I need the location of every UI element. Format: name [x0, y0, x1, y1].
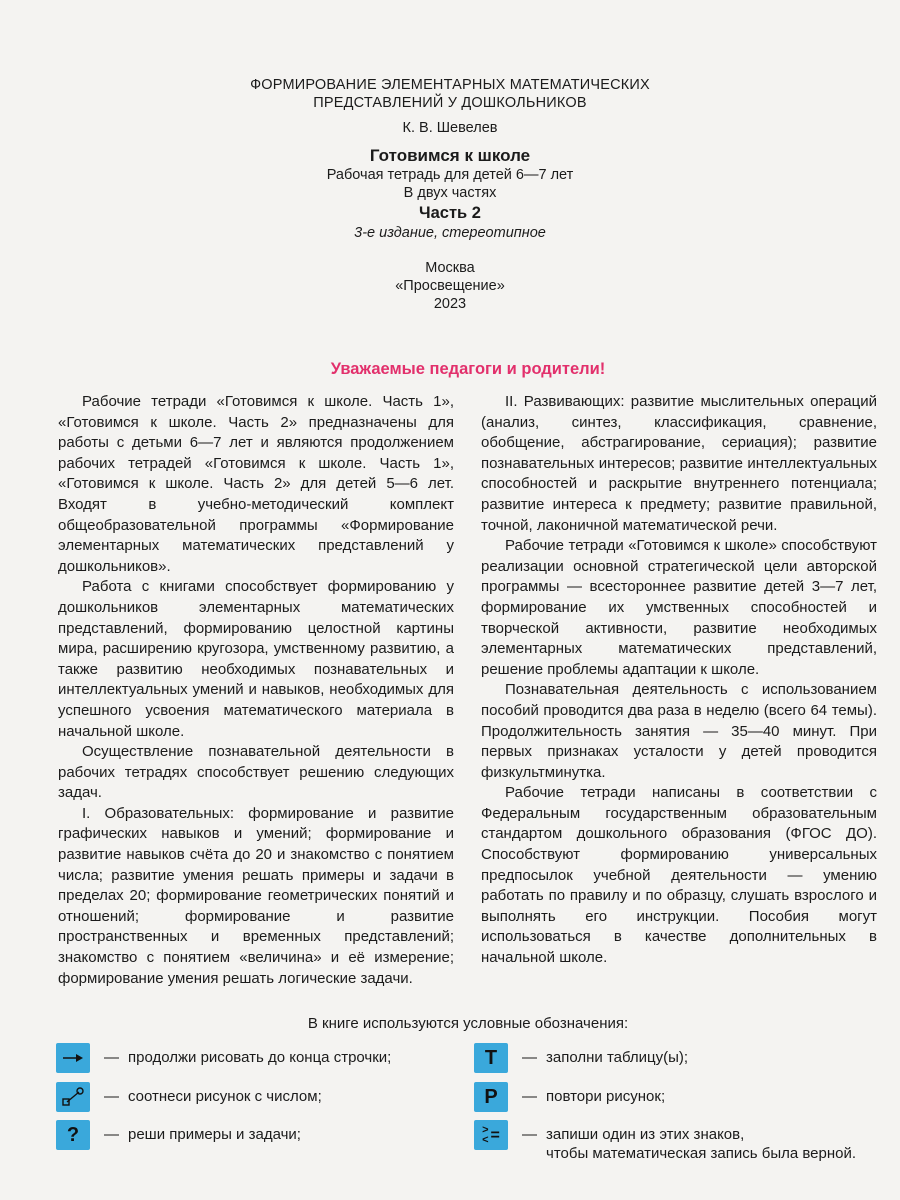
legend-text-line2: чтобы математическая запись была верной.: [546, 1145, 857, 1162]
publisher: «Просвещение»: [395, 278, 505, 294]
paragraph: Рабочие тетради «Готовимся к школе. Часть 1», «Готовимся к школе. Часть 2» предназначены для работы с детьми 6—7 лет и являются продолжением рабочих тетрадей «Готовимся к школе. Часть 1», «Готовимся к школе. Часть 2» для детей 5—6 лет. Входят в учебно-методический комплект общеобразовательной программы «Формирование элементарных математических представлений у дошкольников».: [58, 393, 454, 575]
author: К. В. Шевелев: [402, 120, 498, 136]
legend-title: В книге используются условные обозначения:: [307, 1015, 629, 1032]
repeat-drawing-icon: Р: [474, 1082, 508, 1112]
series-title-line2: ПРЕДСТАВЛЕНИЙ У ДОШКОЛЬНИКОВ: [313, 95, 587, 111]
legend-dash: —: [104, 1049, 119, 1066]
legend-text-line1: запиши один из этих знаков,: [546, 1126, 745, 1143]
paragraph: II. Развивающих: развитие мыслительных операций (анализ, синтез, классификация, сравнение, обобщение, абстрагирование, сериация); развитие познавательных интересов; развитие интеллектуальных способностей и раскрытие внутреннего потенциала; развитие интереса к предмету; развитие правильной, точной, лаконичной математической речи.: [481, 393, 877, 534]
comparison-signs-icon: [474, 1120, 508, 1150]
paragraph: Познавательная деятельность с использованием пособий проводится два раза в неделю (всего 64 темы). Продолжительность занятия — 35—40 минут. При первых признаках усталости у детей проводится физкультминутка.: [481, 681, 877, 781]
edition: 3-е издание, стереотипное: [354, 225, 546, 241]
greeting-heading: Уважаемые педагоги и родители!: [330, 360, 606, 378]
legend-dash: —: [522, 1049, 537, 1066]
year: 2023: [433, 296, 467, 312]
title-block: [0, 76, 900, 313]
legend-item-question: [56, 1120, 301, 1150]
legend-text: повтори рисунок;: [546, 1088, 666, 1105]
paragraph: Рабочие тетради «Готовимся к школе» способствуют реализации основной стратегической цели авторской программы — всестороннее развитие детей 3—7 лет, формирование их умственных способностей и творческой активности, развитие необходимых элементарных математических представлений, решение проблемы адаптации к школе.: [481, 537, 877, 678]
greater-than-sign: >: [482, 1124, 489, 1136]
paragraph: Работа с книгами способствует формированию у дошкольников элементарных математических представлений, формированию целостной картины мира, расширению кругозора, умственному развитию, а также развитию необходимых познавательных и интеллектуальных умений и навыков, необходимых для успешного усвоения математического материала в начальной школе.: [58, 578, 454, 740]
legend-item-connect: [56, 1082, 322, 1112]
less-than-sign: <: [482, 1134, 489, 1146]
legend-dash: —: [104, 1126, 119, 1143]
legend-item-comparison: [474, 1120, 856, 1163]
book-title: Готовимся к школе: [369, 146, 531, 165]
legend-item-repeat: [474, 1082, 665, 1112]
legend-dash: —: [522, 1088, 537, 1105]
paragraph: I. Образовательных: формирование и развитие графических навыков и умений; формирование и развитие навыков счёта до 20 и знакомство с понятием числа; развитие умения решать примеры и задачи в пределах 20; формирование геометрических понятий и отношений; формирование и развитие пространственных и временных представлений; знакомство с понятием «величина» и её измерение; формирование умения решать логические задачи.: [58, 804, 454, 987]
question-mark-icon: ?: [56, 1120, 90, 1150]
connect-dots-icon: [56, 1082, 90, 1112]
legend-text: [546, 1120, 856, 1163]
legend-dash: —: [522, 1126, 537, 1143]
series-title: [0, 76, 900, 112]
legend-item-table: [474, 1043, 688, 1073]
table-icon: Т: [474, 1043, 508, 1073]
series-title-line1: ФОРМИРОВАНИЕ ЭЛЕМЕНТАРНЫХ МАТЕМАТИЧЕСКИХ: [250, 77, 650, 93]
legend-dash: —: [104, 1088, 119, 1105]
left-column: [58, 392, 454, 989]
right-column: [481, 392, 877, 969]
paragraph: Рабочие тетради написаны в соответствии с Федеральным государственным образовательным стандартом дошкольного образования (ФГОС ДО). Способствуют формированию универсальных предпосылок учебной деятельности — умению работать по правилу и по образцу, слушать взрослого и выполнять его инструкции. Пособия могут использоваться в качестве дополнительных в начальной школе.: [481, 784, 877, 967]
legend-text: продолжи рисовать до конца строчки;: [128, 1049, 392, 1066]
book-subtitle: Рабочая тетрадь для детей 6—7 лет: [326, 167, 574, 183]
equals-sign: =: [490, 1126, 500, 1144]
legend-text: заполни таблицу(ы);: [546, 1049, 689, 1066]
arrow-right-icon: [56, 1043, 90, 1073]
part-number: Часть 2: [419, 204, 481, 222]
legend-item-arrow: [56, 1043, 391, 1073]
parts-note: В двух частях: [403, 185, 497, 201]
paragraph: Осуществление познавательной деятельности в рабочих тетрадях способствует решению следующих задач.: [58, 743, 454, 802]
legend-text: соотнеси рисунок с числом;: [128, 1088, 322, 1105]
city: Москва: [425, 260, 475, 276]
legend-text: реши примеры и задачи;: [128, 1126, 301, 1143]
